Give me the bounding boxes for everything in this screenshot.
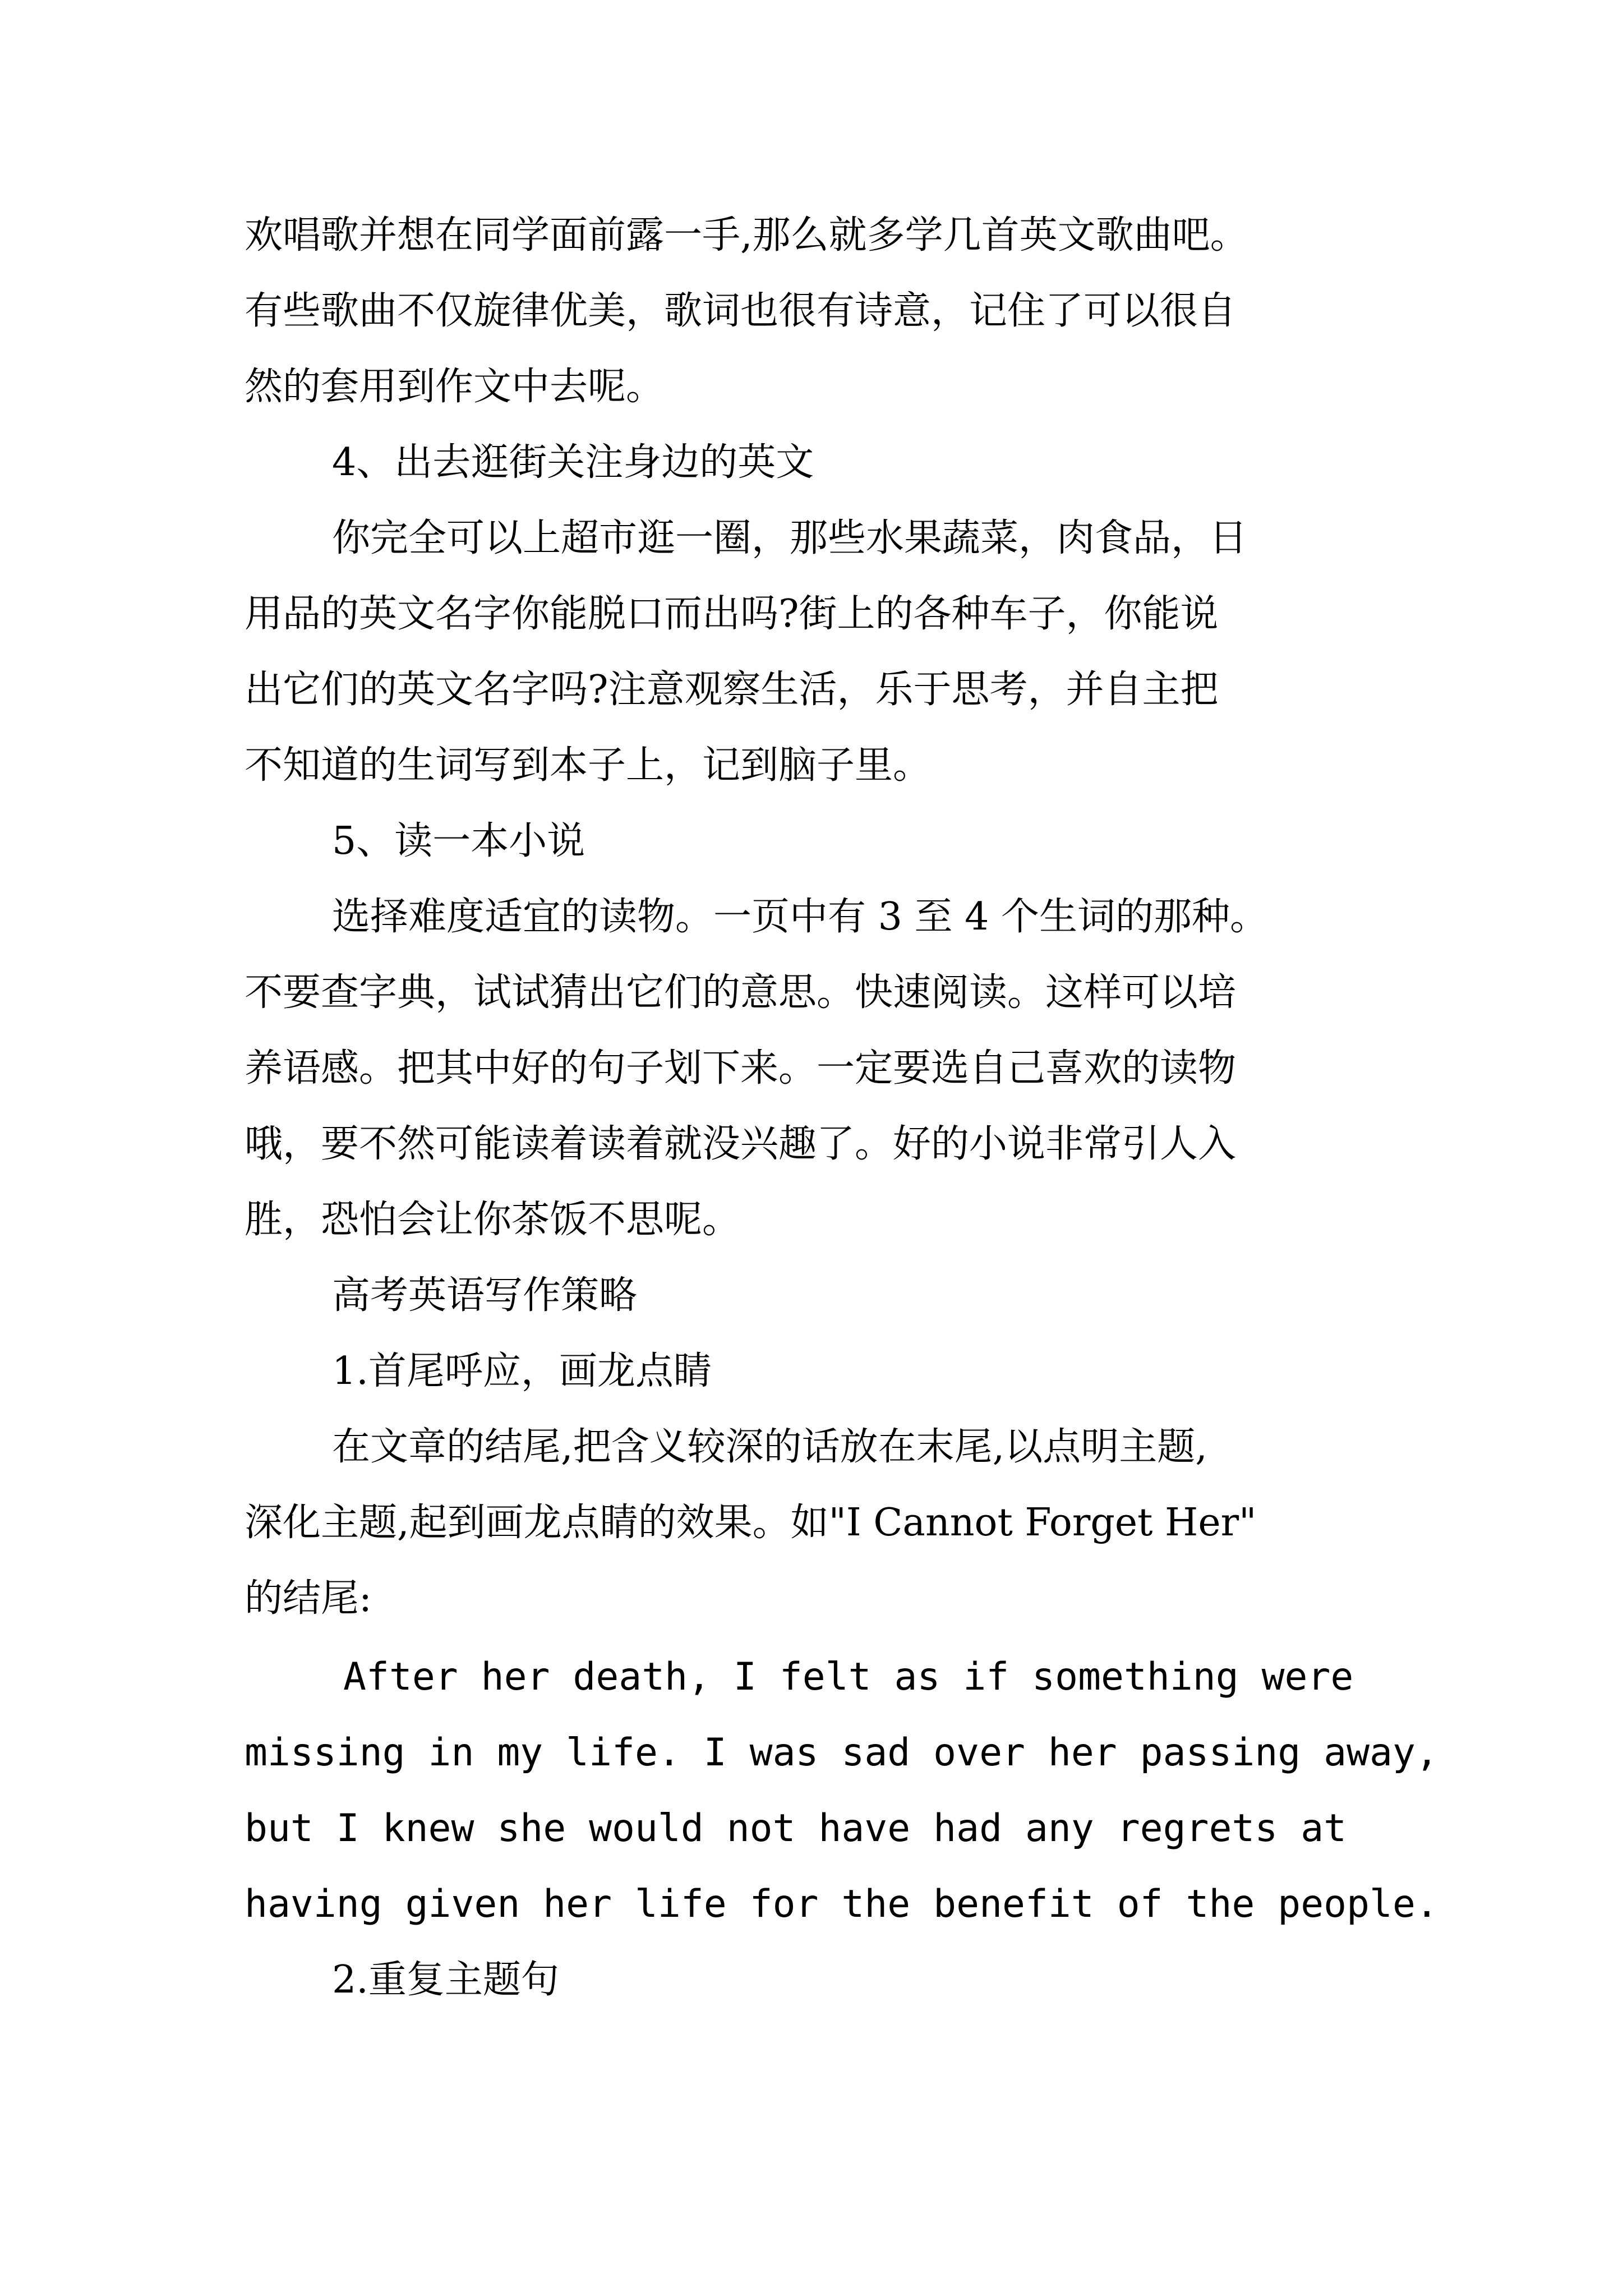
text-line: 不知道的生词写到本子上，记到脑子里。 [245,743,932,788]
quote-line: but I knew she would not have had any regrets at [245,1806,1347,1851]
text-line: 胜，恐怕会让你茶饭不思呢。 [245,1198,741,1242]
quote-line: After her death, I felt as if something were [343,1655,1354,1699]
quote-line: missing in my life. I was sad over her passing away, [245,1731,1438,1775]
section-heading: 1.首尾呼应，画龙点睛 [332,1349,712,1393]
text-line: 不要查字典，试试猜出它们的意思。快速阅读。这样可以培 [245,970,1237,1015]
text-line: 你完全可以上超市逛一圈，那些水果蔬菜，肉食品，日 [332,516,1248,560]
text-line: 在文章的结尾,把含义较深的话放在末尾,以点明主题, [332,1425,1207,1469]
text-line: 养语感。把其中好的句子划下来。一定要选自己喜欢的读物 [245,1046,1237,1091]
section-heading: 4、出去逛街关注身边的英文 [332,440,814,485]
text-line: 深化主题,起到画龙点睛的效果。如"I Cannot Forget Her" [245,1501,1257,1545]
text-line: 的结尾: [245,1576,372,1621]
text-line: 出它们的英文名字吗?注意观察生活，乐于思考，并自主把 [245,668,1219,712]
quote-line: having given her life for the benefit of the people. [245,1882,1438,1926]
text-line: 欢唱歌并想在同学面前露一手,那么就多学几首英文歌曲吧。 [245,213,1248,257]
text-line: 有些歌曲不仅旋律优美，歌词也很有诗意，记住了可以很自 [245,289,1237,333]
text-line: 用品的英文名字你能脱口而出吗?街上的各种车子，你能说 [245,592,1219,636]
text-line: 然的套用到作文中去呢。 [245,365,665,409]
section-heading: 5、读一本小说 [332,819,585,863]
text-line: 选择难度适宜的读物。一页中有 3 至 4 个生词的那种。 [332,895,1268,939]
section-heading: 2.重复主题句 [332,1958,559,2002]
section-title: 高考英语写作策略 [332,1273,638,1318]
text-line: 哦，要不然可能读着读着就没兴趣了。好的小说非常引人入 [245,1122,1237,1166]
